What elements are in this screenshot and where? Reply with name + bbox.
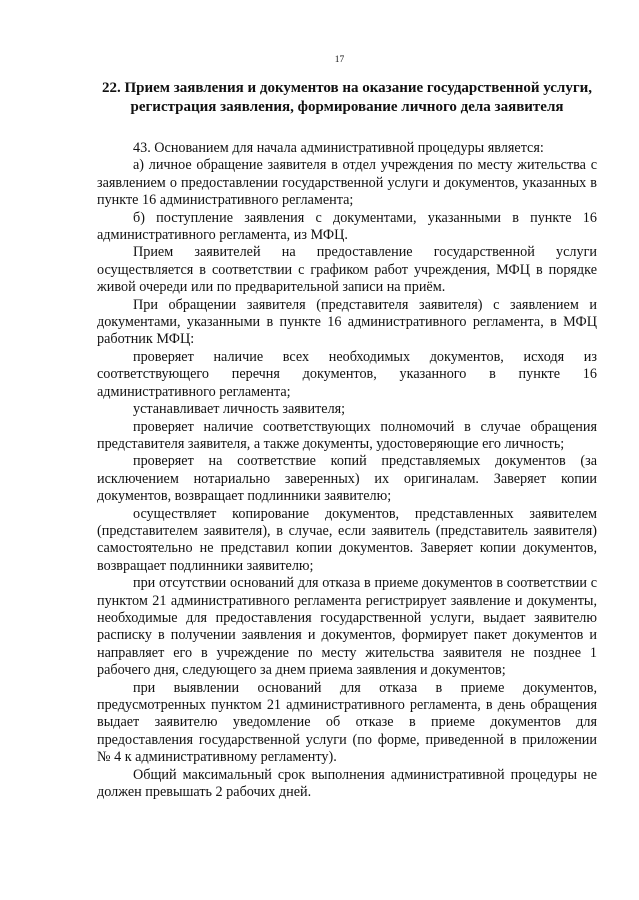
paragraph-max-term: Общий максимальный срок выполнения административной процедуры не должен превышать 2 рабочих дней. [97, 766, 597, 801]
paragraph-identify: устанавливает личность заявителя; [133, 401, 346, 418]
paragraph-43-intro: 43. Основанием для начала административной процедуры является: [133, 140, 544, 156]
paragraph-check-documents: проверяет наличие всех необходимых документов, исходя из соответствующего перечня документов, указанного в пункте 16 административного регламента; [97, 348, 597, 400]
paragraph-mfc-intro: При обращении заявителя (представителя заявителя) с заявлением и документами, указанными в пункте 16 административного регламента, в МФЦ работник МФЦ: [97, 296, 597, 348]
paragraph-check-copies: проверяет на соответствие копий представляемых документов (за исключением нотариально заверенных) их оригиналам. Заверяет копии документов, возвращает подлинники заявителю; [97, 453, 597, 505]
paragraph-refusal: при выявлении оснований для отказа в приеме документов, предусмотренных пунктом 21 административного регламента, в день обращения выдает заявителю уведомление об отказе в приеме документов для предоставления государственной услуги (по форме, приведенной в приложении № 4 к административному регламенту). [97, 679, 597, 766]
paragraph-item-a: а) личное обращение заявителя в отдел учреждения по месту жительства с заявлением о предоставлении государственной услуги и документов, указанных в пункте 16 административного регламента; [97, 157, 597, 209]
section-title-line-2: регистрация заявления, формирование личного дела заявителя [130, 99, 564, 115]
paragraph-copy-documents: осуществляет копирование документов, представленных заявителем (представителем заявителя), в случае, если заявитель (представитель заявителя) самостоятельно не представил копии документов. Заверяет копии документов, возвращает подлинники заявителю; [97, 505, 597, 574]
paragraph-register: при отсутствии оснований для отказа в приеме документов в соответствии с пунктом 21 административного регламента регистрирует заявление и документы, необходимые для предоставления государственной услуги, выдает заявителю расписку в получении заявления и документов, формирует пакет документов и направляет его в учреждение по месту жительства заявителя не позднее 1 рабочего дня, следующего за днем приема заявления и документов; [97, 575, 597, 679]
section-title [97, 79, 597, 117]
paragraph-item-b: б) поступление заявления с документами, указанными в пункте 16 административного регламента, из МФЦ. [97, 209, 597, 244]
page-number: 17 [334, 55, 345, 65]
paragraph-check-authority: проверяет наличие соответствующих полномочий в случае обращения представителя заявителя, а также документы, удостоверяющие его личность; [97, 418, 597, 452]
paragraph-reception: Прием заявителей на предоставление государственной услуги осуществляется в соответствии с графиком работ учреждения, МФЦ в порядке живой очереди или по предварительной записи на приём. [97, 244, 597, 296]
section-title-line-1: 22. Прием заявления и документов на оказание государственной услуги, [101, 80, 593, 96]
document-body [97, 140, 597, 801]
